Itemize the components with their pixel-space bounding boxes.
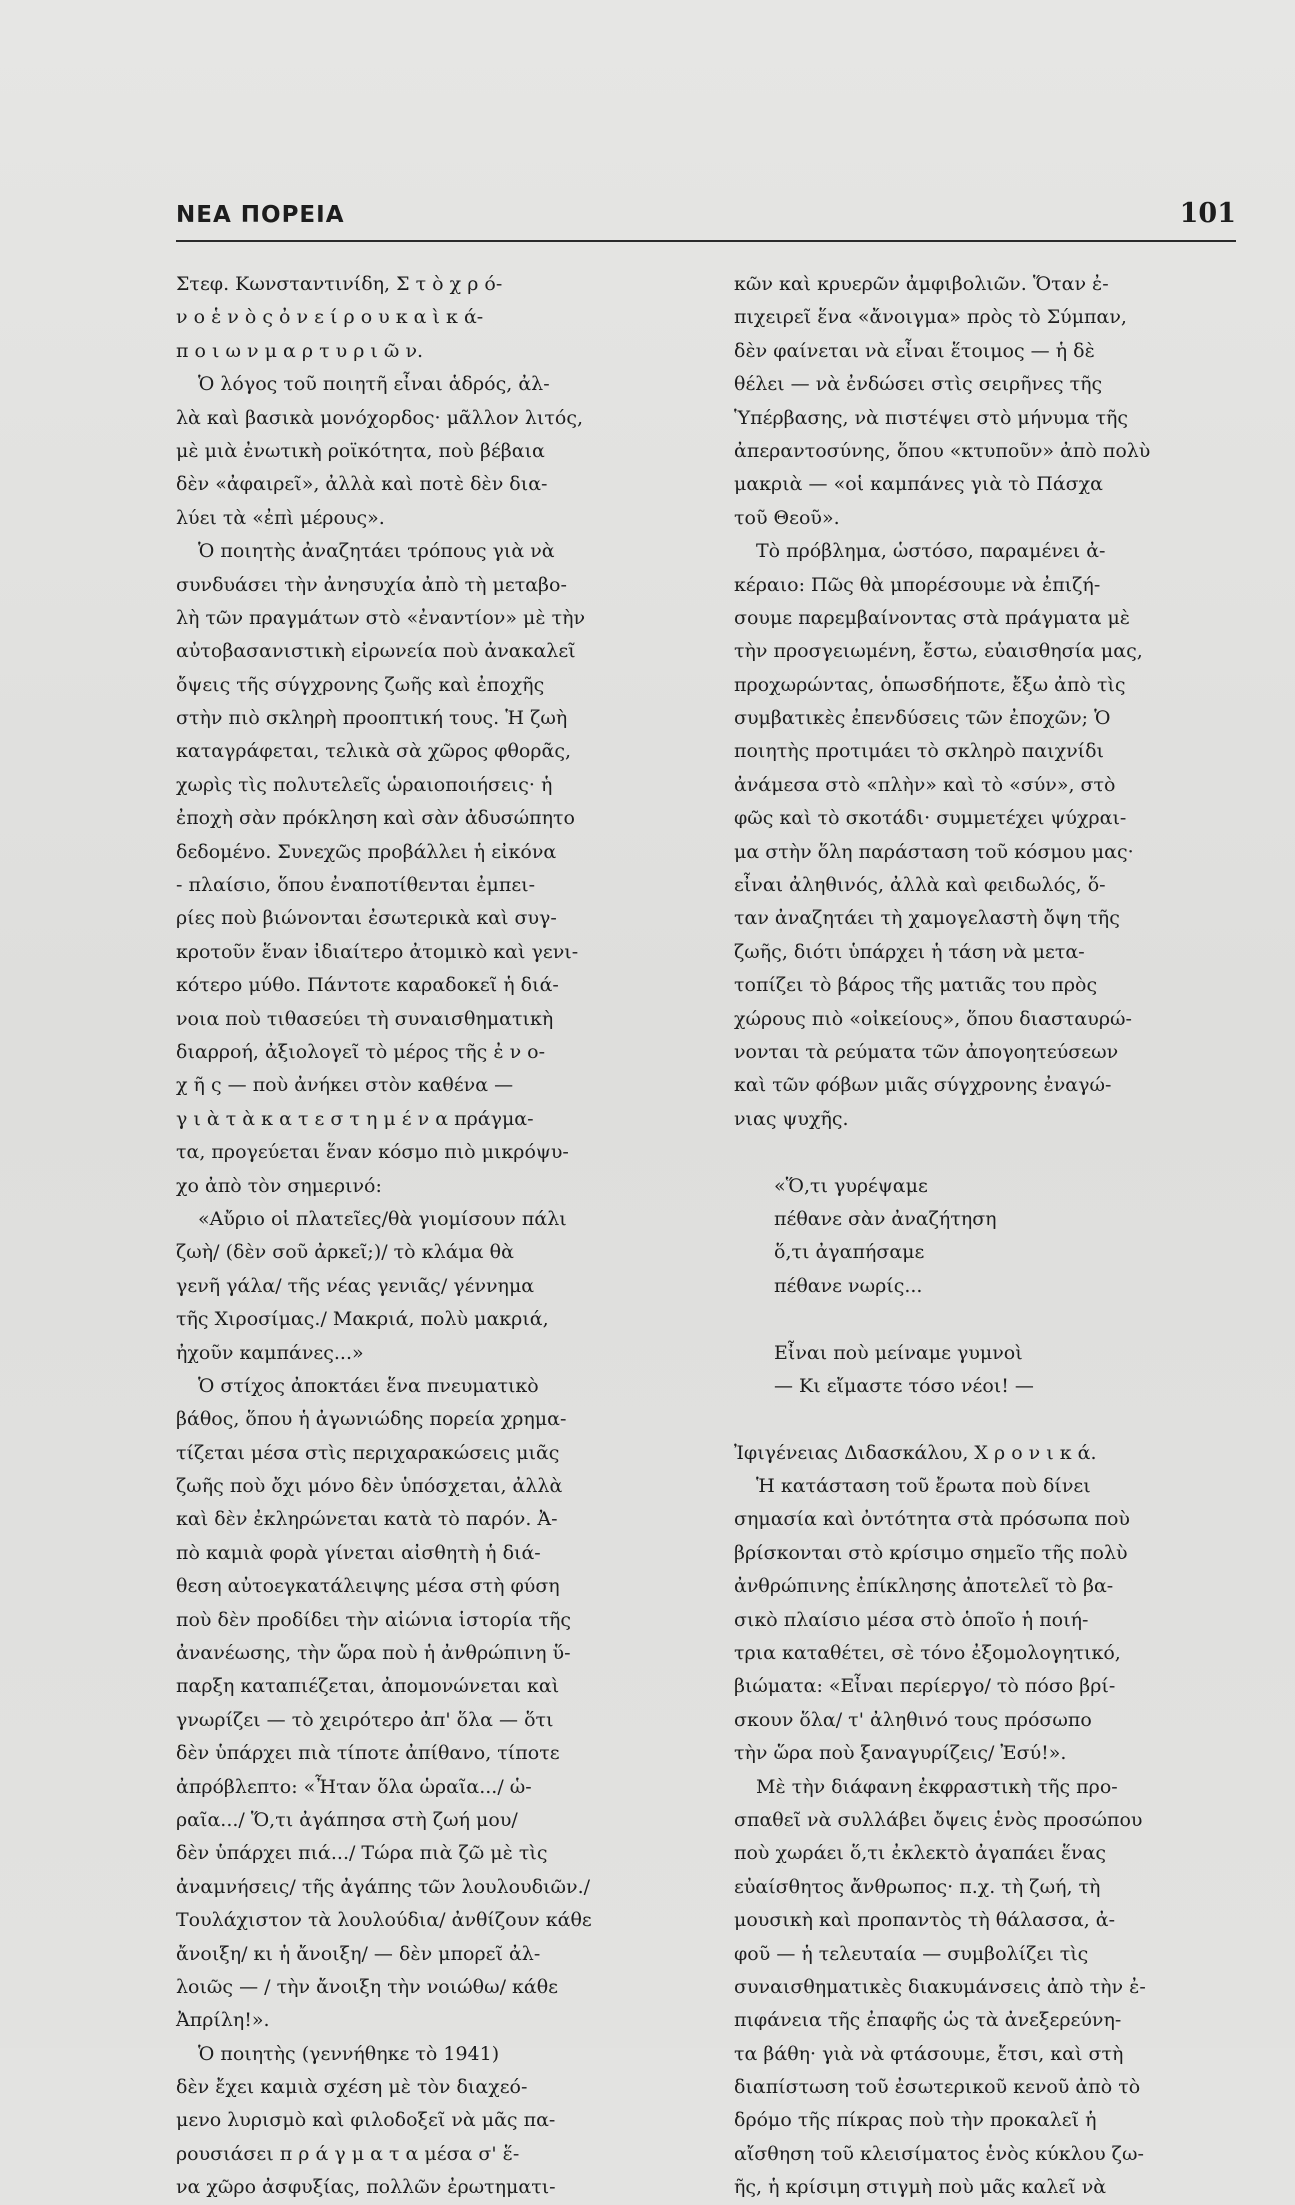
text-line: Ὁ ποιητὴς (γεννήθηκε τὸ 1941) [198, 2042, 500, 2065]
text-line: Ὁ λόγος τοῦ ποιητῆ εἶναι ἁδρός, ἀλ- [198, 373, 550, 396]
running-head: ΝΕΑ ΠΟΡΕΙΑ [176, 202, 345, 228]
text-line: βάθος, ὅπου ἡ ἀγωνιώδης πορεία χρημα- [176, 1408, 567, 1431]
text-line: νιας ψυχῆς. [734, 1107, 849, 1130]
text-line: ν ο ἑ ν ὸ ς ὀ ν ε ί ρ ο υ κ α ὶ κ ά- [176, 306, 484, 329]
poem-line: ὅ,τι ἀγαπήσαμε [774, 1241, 925, 1264]
text-line: κότερο μύθο. Πάντοτε καραδοκεῖ ἡ διά- [176, 974, 559, 997]
text-line: σουμε παρεμβαίνοντας στὰ πράγματα μὲ [734, 606, 1130, 629]
text-line: Μὲ τὴν διάφανη ἐκφραστικὴ τῆς προ- [756, 1775, 1118, 1798]
text-line: μενο λυρισμὸ καὶ φιλοδοξεῖ νὰ μᾶς πα- [176, 2109, 556, 2132]
text-line: ραῖα.../ Ὅ,τι ἀγάπησα στὴ ζωή μου/ [176, 1808, 518, 1831]
text-line: καὶ τῶν φόβων μιᾶς σύγχρονης ἐναγώ- [734, 1074, 1112, 1097]
text-line: ἐποχὴ σὰν πρόκληση καὶ σὰν ἀδυσώπητο [176, 807, 575, 830]
text-line: στὴν πιὸ σκληρὴ προοπτική τους. Ἡ ζωὴ [176, 707, 568, 730]
spacer [734, 1303, 1234, 1336]
text-line: καταγράφεται, τελικὰ σὰ χῶρος φθορᾶς, [176, 740, 572, 763]
text-line: βιώματα: «Εἶναι περίεργο/ τὸ πόσο βρί- [734, 1675, 1116, 1698]
header-rule [176, 240, 1236, 242]
text-line: Ὁ στίχος ἀποκτάει ἕνα πνευματικὸ [198, 1374, 539, 1397]
text-line: τοπίζει τὸ βάρος τῆς ματιᾶς του πρὸς [734, 974, 1098, 997]
page-number: 101 [1179, 198, 1236, 229]
text-line: σικὸ πλαίσιο μέσα στὸ ὁποῖο ἡ ποιή- [734, 1608, 1089, 1631]
text-line: βρίσκονται στὸ κρίσιμο σημεῖο τῆς πολὺ [734, 1541, 1128, 1564]
text-line: πιχειρεῖ ἕνα «ἄνοιγμα» πρὸς τὸ Σύμπαν, [734, 306, 1127, 329]
text-line: ἄνοιξη/ κι ἡ ἄνοιξη/ — δὲν μπορεῖ ἀλ- [176, 1942, 541, 1965]
text-line: εἶναι ἀληθινός, ἀλλὰ καὶ φειδωλός, ὅ- [734, 874, 1106, 897]
text-line: μὲ μιὰ ἐνωτικὴ ροϊκότητα, ποὺ βέβαια [176, 439, 545, 462]
text-line: Ὑπέρβασης, νὰ πιστέψει στὸ μήνυμα τῆς [734, 406, 1129, 429]
text-line: παρξη καταπιέζεται, ἀπομονώνεται καὶ [176, 1675, 560, 1698]
text-line: χο ἀπὸ τὸν σημερινό: [176, 1174, 382, 1197]
text-line: δὲν ἔχει καμιὰ σχέση μὲ τὸν διαχεό- [176, 2076, 528, 2099]
text-line: δὲν ὑπάρχει πιά.../ Τώρα πιὰ ζῶ μὲ τὶς [176, 1842, 548, 1865]
text-line: ἀνάμεσα στὸ «πλὴν» καὶ τὸ «σύν», στὸ [734, 773, 1116, 796]
right-column [734, 268, 1234, 2205]
text-line: δρόμο τῆς πίκρας ποὺ τὴν προκαλεῖ ἡ [734, 2109, 1097, 2132]
text-line: Ἀπρίλη!». [176, 2009, 270, 2032]
text-line: Στεφ. Κωνσταντινίδη, Σ τ ὸ χ ρ ό- [176, 273, 503, 295]
text-line: ποιητὴς προτιμάει τὸ σκληρὸ παιχνίδι [734, 740, 1104, 763]
text-line: Τουλάχιστον τὰ λουλούδια/ ἀνθίζουν κάθε [176, 1909, 592, 1932]
page-header [176, 198, 1236, 238]
text-line: δὲν ὑπάρχει πιὰ τίποτε ἀπίθανο, τίποτε [176, 1742, 560, 1765]
text-line: τα, προγεύεται ἕναν κόσμο πιὸ μικρόψυ- [176, 1141, 569, 1164]
text-line: φῶς καὶ τὸ σκοτάδι· συμμετέχει ψύχραι- [734, 807, 1127, 830]
poem-line: «Ὅ,τι γυρέψαμε [774, 1174, 928, 1197]
text-line: θέλει — νὰ ἐνδώσει στὶς σειρῆνες τῆς [734, 373, 1103, 396]
text-line: τα βάθη· γιὰ νὰ φτάσουμε, ἔτσι, καὶ στὴ [734, 2042, 1124, 2065]
text-line: ῆς, ἡ κρίσιμη στιγμὴ ποὺ μᾶς καλεῖ νὰ [734, 2176, 1107, 2199]
text-line: γενῆ γάλα/ τῆς νέας γενιᾶς/ γέννημα [176, 1274, 535, 1297]
poem-quote [734, 1170, 1234, 1404]
text-line: μακριὰ — «οἱ καμπάνες γιὰ τὸ Πάσχα [734, 473, 1103, 496]
text-line: λὰ καὶ βασικὰ μονόχορδος· μᾶλλον λιτός, [176, 406, 583, 429]
text-line: τοῦ Θεοῦ». [734, 506, 840, 529]
text-line: ποὺ χωράει ὅ,τι ἐκλεκτὸ ἀγαπάει ἕνας [734, 1842, 1107, 1865]
poem-line: πέθανε σὰν ἀναζήτηση [774, 1207, 997, 1230]
text-line: τίζεται μέσα στὶς περιχαρακώσεις μιᾶς [176, 1441, 560, 1464]
text-line: λύει τὰ «ἐπὶ μέρους». [176, 506, 385, 529]
text-line: Ἡ κατάσταση τοῦ ἔρωτα ποὺ δίνει [756, 1475, 1091, 1498]
poem-line: Εἶναι ποὺ μείναμε γυμνοὶ [774, 1341, 1023, 1364]
text-line: χωρὶς τὶς πολυτελεῖς ὡραιοποιήσεις· ἡ [176, 773, 553, 796]
text-line: ζωῆς ποὺ ὄχι μόνο δὲν ὑπόσχεται, ἀλλὰ [176, 1475, 563, 1498]
spacer [734, 1136, 1234, 1169]
text-line: ὄψεις τῆς σύγχρονης ζωῆς καὶ ἐποχῆς [176, 673, 545, 696]
text-line: μα στὴν ὅλη παράσταση τοῦ κόσμου μας· [734, 840, 1134, 863]
left-column [176, 268, 676, 2205]
text-line: διαπίστωση τοῦ ἐσωτερικοῦ κενοῦ ἀπὸ τὸ [734, 2076, 1141, 2099]
text-line: «Αὔριο οἱ πλατεῖες/θὰ γιομίσουν πάλι [198, 1207, 567, 1230]
text-line: ζωῆς, διότι ὑπάρχει ἡ τάση νὰ μετα- [734, 940, 1085, 963]
text-line: προχωρώντας, ὁπωσδήποτε, ἔξω ἀπὸ τὶς [734, 673, 1126, 696]
text-line: ἀναμνήσεις/ τῆς ἀγάπης τῶν λουλουδιῶν./ [176, 1875, 591, 1898]
text-line: κροτοῦν ἕναν ἰδιαίτερο ἀτομικὸ καὶ γενι- [176, 940, 579, 963]
text-line: ζωὴ/ (δὲν σοῦ ἀρκεῖ;)/ τὸ κλάμα θὰ [176, 1241, 514, 1264]
text-line: τρια καταθέτει, σὲ τόνο ἐξομολογητικό, [734, 1642, 1121, 1665]
text-line: χώρους πιὸ «οἰκείους», ὅπου διασταυρώ- [734, 1007, 1132, 1030]
text-line: συναισθηματικὲς διακυμάνσεις ἀπὸ τὴν ἐ- [734, 1975, 1146, 1998]
text-line: συμβατικὲς ἐπενδύσεις τῶν ἐποχῶν; Ὁ [734, 707, 1111, 730]
text-line: τὴν προσγειωμένη, ἔστω, εὐαισθησία μας, [734, 640, 1143, 663]
text-line: εὐαίσθητος ἄνθρωπος· π.χ. τὴ ζωή, τὴ [734, 1875, 1101, 1898]
text-line: Ὁ ποιητὴς ἀναζητάει τρόπους γιὰ νὰ [198, 540, 555, 563]
text-line: σκουν ὅλα/ τ' ἀληθινό τους πρόσωπο [734, 1708, 1092, 1731]
text-line: διαρροή, ἀξιολογεῖ τὸ μέρος τῆς ἐ ν ο- [176, 1040, 546, 1063]
text-line: κῶν καὶ κρυερῶν ἀμφιβολιῶν. Ὅταν ἐ- [734, 273, 1109, 295]
text-line: φοῦ — ἡ τελευταία — συμβολίζει τὶς [734, 1942, 1089, 1965]
text-line: νοια ποὺ τιθασεύει τὴ συναισθηματικὴ [176, 1007, 554, 1030]
text-line: π ο ι ω ν μ α ρ τ υ ρ ι ῶ ν. [176, 339, 424, 362]
text-line: να χῶρο ἀσφυξίας, πολλῶν ἐρωτηματι- [176, 2176, 556, 2199]
text-line: ταν ἀναζητάει τὴ χαμογελαστὴ ὄψη τῆς [734, 907, 1120, 930]
text-line: αὐτοβασανιστικὴ εἰρωνεία ποὺ ἀνακαλεῖ [176, 640, 576, 663]
text-line: ἀπεραντοσύνης, ὅπου «κτυποῦν» ἀπὸ πολὺ [734, 439, 1151, 462]
text-line: σπαθεῖ νὰ συλλάβει ὄψεις ἑνὸς προσώπου [734, 1808, 1143, 1831]
poem-line: — Κι εἴμαστε τόσο νέοι! — [774, 1374, 1034, 1397]
text-line: δὲν «ἀφαιρεῖ», ἀλλὰ καὶ ποτὲ δὲν δια- [176, 473, 548, 496]
text-line: γ ι ὰ τ ὰ κ α τ ε σ τ η μ έ ν α πράγμα- [176, 1107, 534, 1130]
text-line: χ ῆ ς — ποὺ ἀνήκει στὸν καθένα — [176, 1074, 514, 1097]
text-line: πιφάνεια τῆς ἐπαφῆς ὡς τὰ ἀνεξερεύνη- [734, 2009, 1122, 2032]
text-line: λὴ τῶν πραγμάτων στὸ «ἐναντίον» μὲ τὴν [176, 606, 586, 629]
text-line: ρίες ποὺ βιώνονται ἐσωτερικὰ καὶ συγ- [176, 907, 557, 930]
text-line: ἀνανέωσης, τὴν ὥρα ποὺ ἡ ἀνθρώπινη ὕ- [176, 1642, 571, 1665]
text-line: δεδομένο. Συνεχῶς προβάλλει ἡ εἰκόνα [176, 840, 557, 863]
text-line: ἀπρόβλεπτο: «Ἦταν ὅλα ὡραῖα.../ ὡ- [176, 1775, 532, 1798]
text-line: δὲν φαίνεται νὰ εἶναι ἕτοιμος — ἡ δὲ [734, 339, 1095, 362]
text-line: πὸ καμιὰ φορὰ γίνεται αἰσθητὴ ἡ διά- [176, 1541, 541, 1564]
text-line: ποὺ δὲν προδίδει τὴν αἰώνια ἱστορία τῆς [176, 1608, 572, 1631]
text-line: κέραιο: Πῶς θὰ μπορέσουμε νὰ ἐπιζή- [734, 573, 1101, 596]
text-line: Ἰφιγένειας Διδασκάλου, Χ ρ ο ν ι κ ά. [734, 1441, 1097, 1464]
text-line: ἠχοῦν καμπάνες...» [176, 1341, 364, 1364]
text-line: καὶ δὲν ἐκληρώνεται κατὰ τὸ παρόν. Ἀ- [176, 1508, 558, 1531]
spacer [734, 1403, 1234, 1436]
text-line: τὴν ὥρα ποὺ ξαναγυρίζεις/ Ἐσύ!». [734, 1742, 1067, 1765]
text-line: Τὸ πρόβλημα, ὡστόσο, παραμένει ἀ- [756, 540, 1106, 563]
poem-line: πέθανε νωρίς... [774, 1274, 923, 1297]
text-line: - πλαίσιο, ὅπου ἐναποτίθενται ἐμπει- [176, 874, 536, 897]
text-line: ρουσιάσει π ρ ά γ μ α τ α μέσα σ' ἕ- [176, 2142, 520, 2165]
text-line: συνδυάσει τὴν ἀνησυχία ἀπὸ τὴ μεταβο- [176, 573, 567, 596]
text-line: θεση αὐτοεγκατάλειψης μέσα στὴ φύση [176, 1575, 560, 1598]
text-line: νονται τὰ ρεύματα τῶν ἀπογοητεύσεων [734, 1040, 1119, 1063]
text-line: σημασία καὶ ὀντότητα στὰ πρόσωπα ποὺ [734, 1508, 1130, 1531]
text-line: γνωρίζει — τὸ χειρότερο ἀπ' ὅλα — ὅτι [176, 1708, 554, 1731]
text-line: λοιῶς — / τὴν ἄνοιξη τὴν νοιώθω/ κάθε [176, 1975, 559, 1998]
text-line: μουσικὴ καὶ προπαντὸς τὴ θάλασσα, ἀ- [734, 1909, 1116, 1932]
text-line: τῆς Χιροσίμας./ Μακριά, πολὺ μακριά, [176, 1308, 549, 1331]
text-line: αἴσθηση τοῦ κλεισίματος ἑνὸς κύκλου ζω- [734, 2142, 1144, 2165]
text-line: ἀνθρώπινης ἐπίκλησης ἀποτελεῖ τὸ βα- [734, 1575, 1114, 1598]
